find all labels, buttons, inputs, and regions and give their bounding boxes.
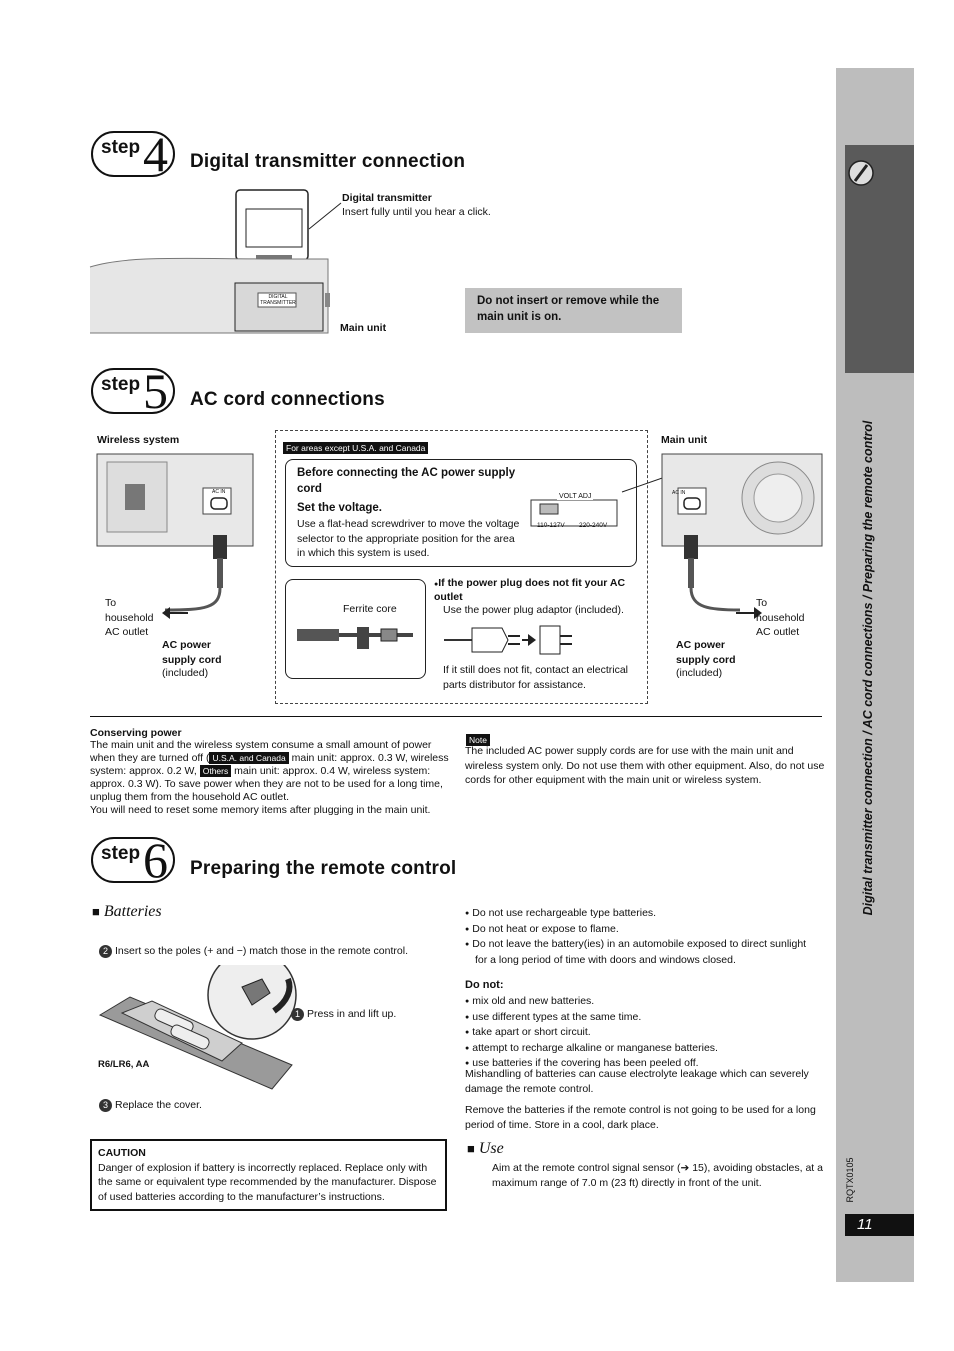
plug-title: ●If the power plug does not fit your AC outlet [434, 577, 626, 603]
step4-title: Digital transmitter connection [190, 151, 466, 172]
mishandling-text: Mishandling of batteries can cause electrolyte leakage which can severely damage the remote control. [465, 1068, 809, 1095]
transmitter-desc: Insert fully until you hear a click. [342, 206, 491, 218]
list-item: ● use different types at the same time. [465, 1010, 810, 1026]
caution-title: CAUTION [98, 1147, 146, 1159]
volt-high: 220-240V [579, 522, 608, 529]
area-tag: For areas except U.S.A. and Canada [283, 438, 428, 456]
caution-box [90, 1139, 447, 1211]
cord-right-label: AC power supply cord [676, 639, 736, 666]
doc-code: RQTX0105 [845, 1157, 855, 1203]
list-item: ● Do not use rechargeable type batteries. [465, 906, 810, 922]
volt-low: 110-127V [537, 522, 565, 529]
slot-label: DIGITAL TRANSMITTER [260, 294, 296, 306]
to-outlet-left: To household AC outlet [105, 597, 154, 638]
donot-title: Do not: [465, 979, 504, 991]
battery-type: R6/LR6, AA [98, 1059, 150, 1070]
plug-still: If it still does not fit, contact an electrical parts distributor for assistance. [443, 664, 629, 691]
ac-in-label-right: AC IN [672, 490, 686, 496]
cord-right-included: (included) [676, 667, 723, 679]
conserving-title: Conserving power [90, 727, 182, 739]
batteries-heading: ■ Batteries [92, 903, 162, 920]
connection-icon [847, 155, 875, 191]
before-title: Before connecting the AC power supply cord [297, 467, 516, 495]
note-tag: Note [466, 730, 490, 748]
battery-bullets [465, 906, 810, 967]
plug-desc: Use the power plug adaptor (included). [443, 604, 624, 616]
sidebar-tab [845, 145, 914, 373]
ac-in-label-left: AC IN [212, 489, 226, 495]
step5-title: AC cord connections [190, 389, 385, 410]
use-text: Aim at the remote control signal sensor (➔ 15), avoiding obstacles, at a maximum range of 7.0 m (23 ft) directly in front of the unit. [492, 1162, 823, 1189]
leader-line [305, 195, 345, 235]
list-item: ● Do not heat or expose to flame. [465, 922, 810, 938]
note-text: The included AC power supply cords are for use with the main unit and wireless system only. Do not use them with other equipment. Also, do not use cords for other equipment with the main unit or wireless system. [465, 745, 825, 786]
main-unit-label-2: Main unit [661, 434, 708, 446]
ferrite-illustration [293, 615, 421, 660]
list-item: ● take apart or short circuit. [465, 1025, 810, 1041]
list-item: ● attempt to recharge alkaline or manganese batteries. [465, 1041, 810, 1057]
sidebar-vertical-title: Digital transmitter connection / AC cord connections / Preparing the remote control [861, 420, 875, 916]
wireless-system-label: Wireless system [97, 434, 180, 446]
step6-badge: step 6 [91, 837, 175, 883]
donot-list [465, 994, 810, 1072]
page-number: 11 [845, 1214, 914, 1236]
set-voltage-title: Set the voltage. [297, 502, 382, 514]
instr-1: 1 Press in and lift up. [291, 1007, 396, 1022]
cord-left-label: AC power supply cord [162, 639, 222, 666]
list-item: ● Do not leave the battery(ies) in an automobile exposed to direct sunlight for a long period of time with doors and windows closed. [465, 937, 810, 967]
remove-text: Remove the batteries if the remote control is not going to be used for a long period of time. Store in a cool, dark place. [465, 1104, 816, 1131]
step5-badge: step 5 [91, 368, 175, 414]
step6-title: Preparing the remote control [190, 858, 457, 879]
step4-badge: step 4 [91, 131, 175, 177]
divider [90, 716, 822, 717]
instr-2: 2 Insert so the poles (+ and −) match those in the remote control. [99, 944, 449, 959]
cord-left-included: (included) [162, 667, 209, 679]
plug-adaptor-illustration [442, 622, 577, 658]
insert-warning: Do not insert or remove while the main unit is on. [465, 288, 682, 333]
transmitter-label: Digital transmitter [342, 192, 432, 204]
ferrite-label: Ferrite core [343, 603, 397, 615]
list-item: ● mix old and new batteries. [465, 994, 810, 1010]
list-item: ● use batteries if the covering has been peeled off. [465, 1056, 810, 1072]
conserving-text: The main unit and the wireless system consume a small amount of power when they are turned off ( U.S.A. and Canada main unit: approx. 0.3 W, wireless system: approx. 0.2 W, Others main unit: approx. 0.4 W, wireless system: approx. 0.3 W). To save power when they are not to be used for a long time, unplug them from the household AC outlet. You will need to reset some memory items after plugging in the main unit. [90, 739, 449, 816]
remote-battery-illustration [92, 965, 302, 1095]
set-voltage-desc: Use a flat-head screwdriver to move the voltage selector to the appropriate position for the area in which this system is used. [297, 518, 520, 559]
volt-adj: VOLT ADJ [559, 493, 592, 500]
main-unit-label: Main unit [340, 322, 387, 334]
to-outlet-right: To household AC outlet [756, 597, 805, 638]
instr-3: 3 Replace the cover. [99, 1098, 202, 1113]
caution-text: Danger of explosion if battery is incorrectly replaced. Replace only with the same or equivalent type recommended by the manufacturer. Dispose of used batteries according to the manufacturer’s instructions. [98, 1161, 437, 1203]
use-heading: ■ Use [467, 1140, 504, 1157]
